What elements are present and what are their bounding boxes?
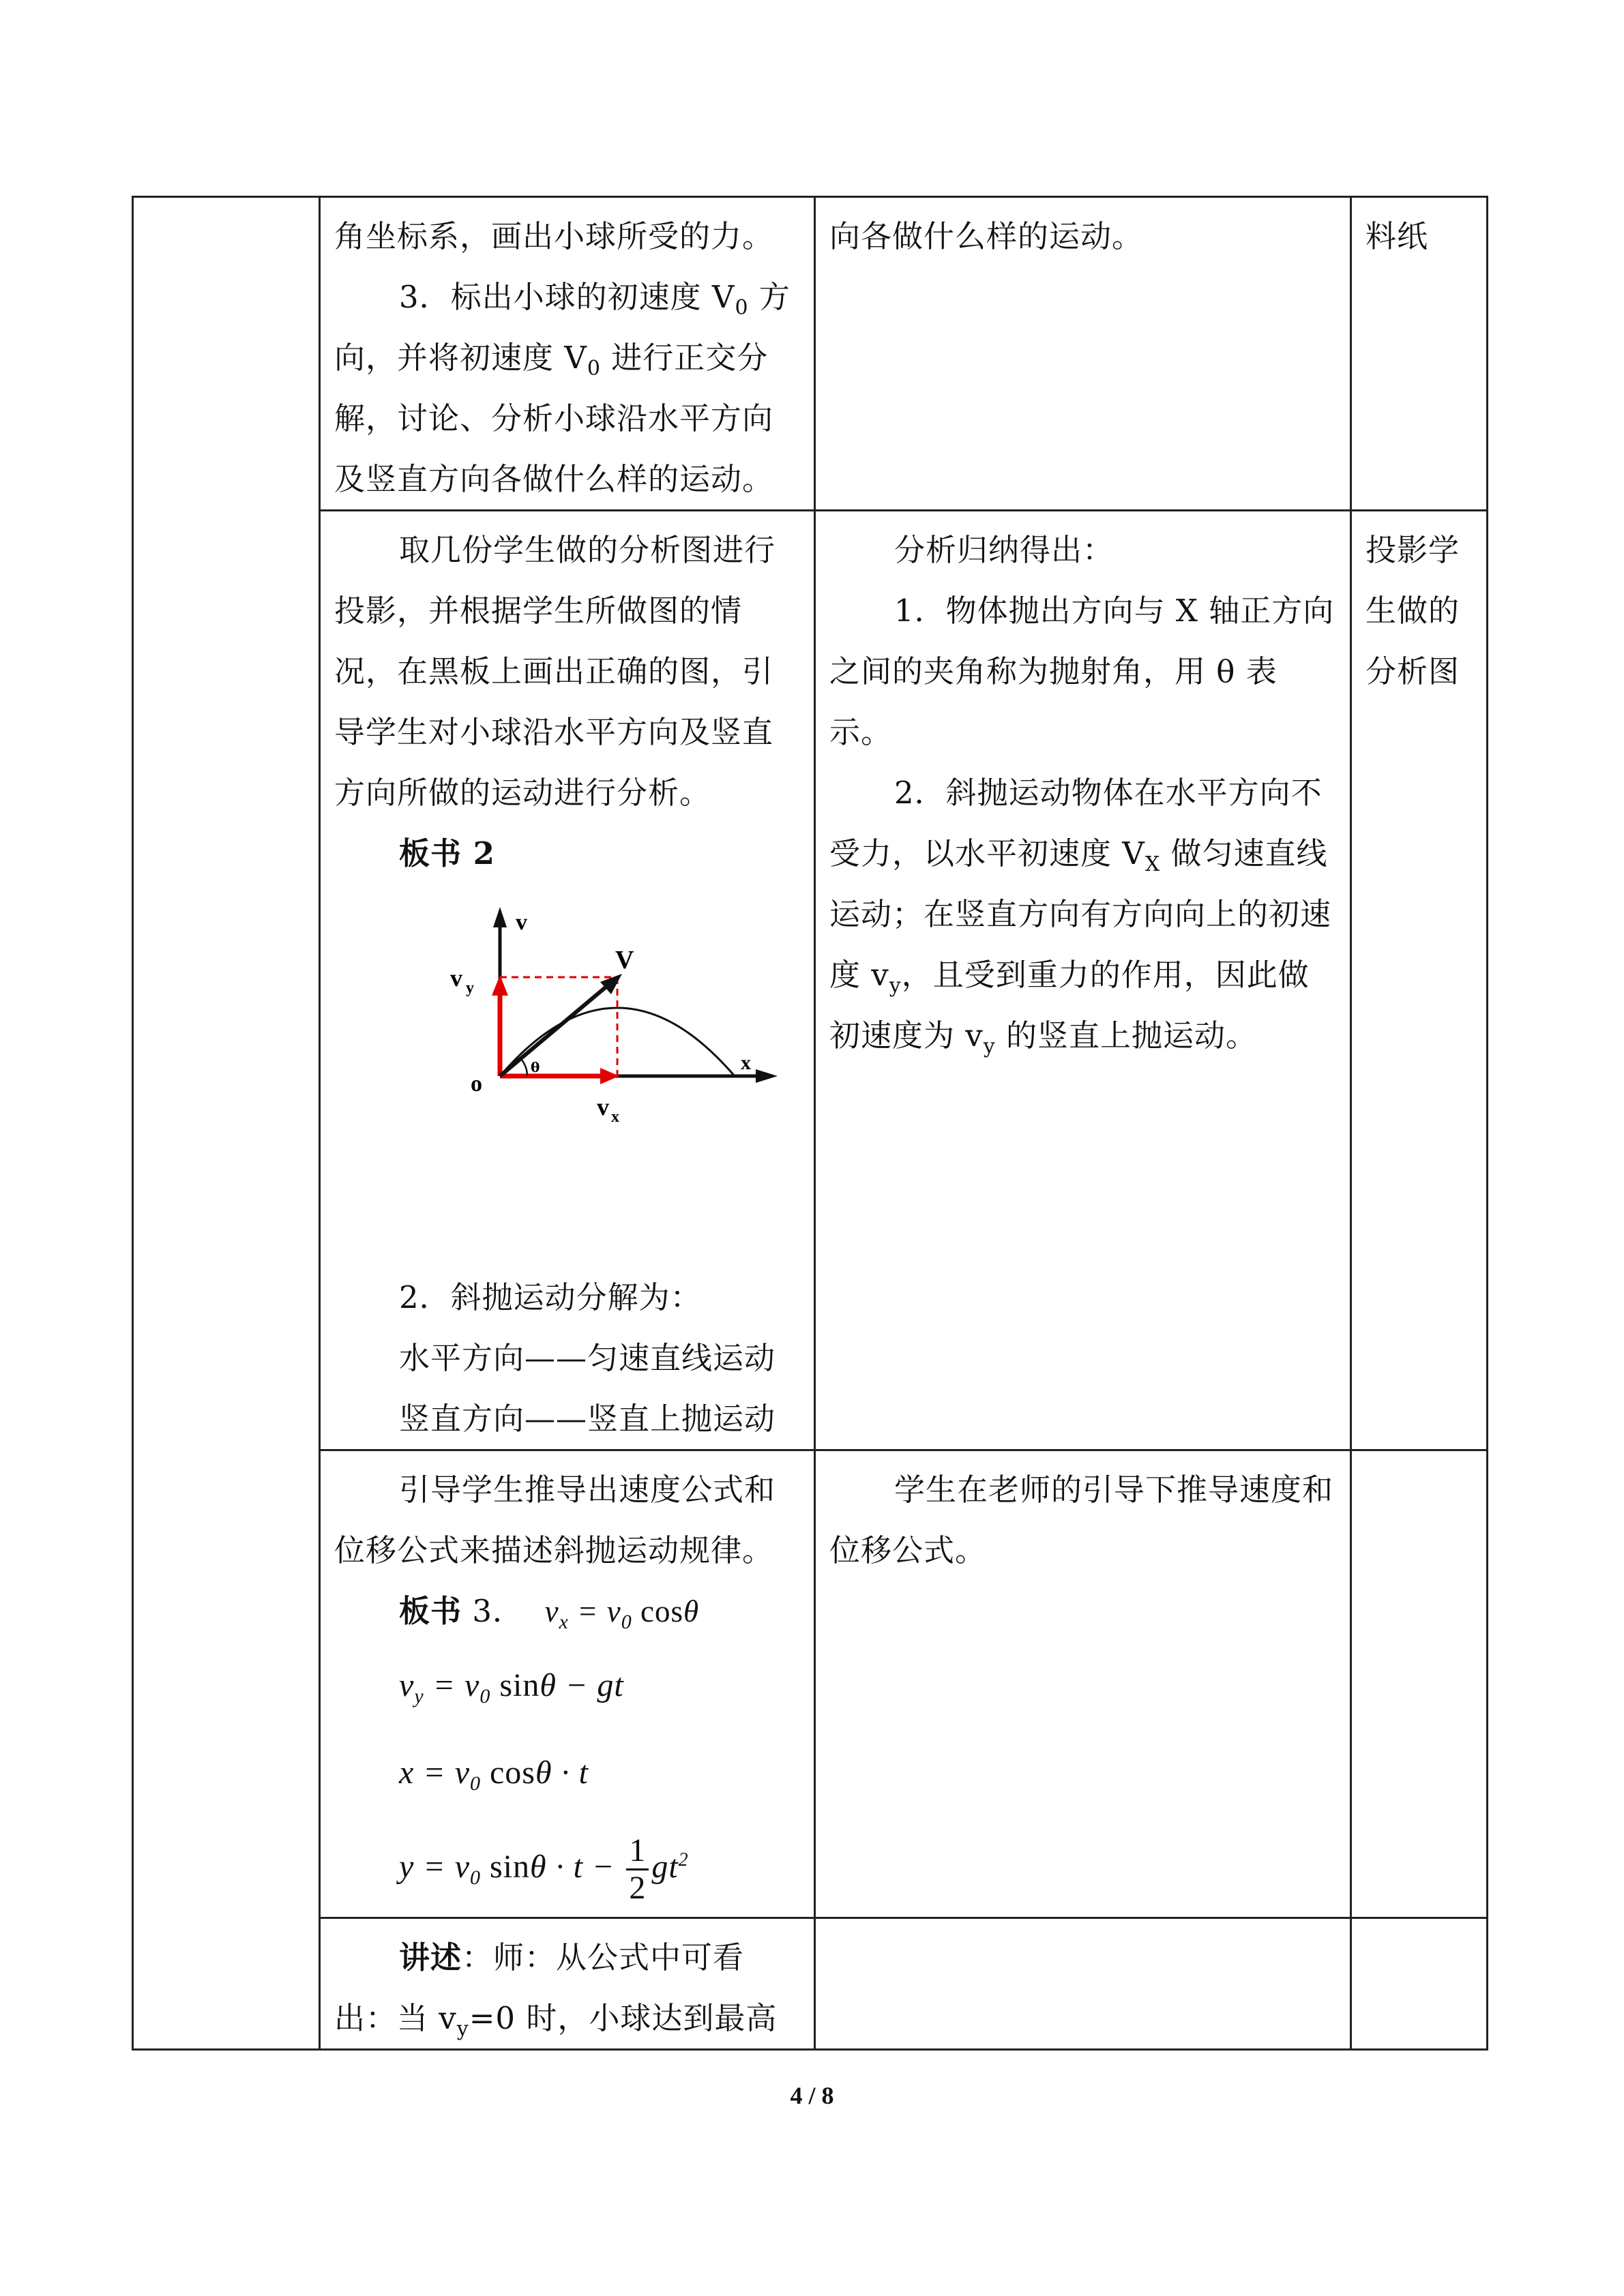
page-number: 4 / 8 <box>790 2082 834 2109</box>
student-heading: 分析归纳得出： <box>894 532 1114 568</box>
student-text: 学生在老师的引导下推导速度和位移公式。 <box>829 1472 1334 1568</box>
formula-vx: $v_x = v_0$ cosθ <box>544 1594 700 1633</box>
formula-vy: $v_y = v_0$ sinθ − gt <box>399 1667 624 1708</box>
left-empty-column <box>133 197 320 2050</box>
x-axis-label: x <box>741 1052 752 1074</box>
paragraph-derivation: 引导学生推导出速度公式和位移公式来描述斜抛运动规律。 <box>334 1472 776 1568</box>
student-point-1: 1．物体抛出方向与 X 轴正方向之间的夹角称为抛射角，用 θ 表示。 <box>829 593 1335 750</box>
y-axis-arrowhead <box>493 907 507 927</box>
board-title: 板书 2 <box>399 835 495 871</box>
media-cell <box>1351 1450 1488 1918</box>
teacher-activity-cell <box>320 1450 815 1918</box>
media-cell <box>1351 1918 1488 2050</box>
decomposition-horizontal: 水平方向——匀速直线运动 <box>399 1340 776 1376</box>
theta-arc <box>521 1059 527 1076</box>
table-row <box>133 511 1488 1450</box>
paragraph-intro: 取几份学生做的分析图进行投影，并根据学生所做图的情况，在黑板上画出正确的图，引导学生对小球沿水平方向及竖直方向所做的运动进行分析。 <box>334 532 776 811</box>
student-activity-cell <box>815 197 1351 511</box>
text-line: 角坐标系，画出小球所受的力。 <box>334 218 774 254</box>
theta-label: θ <box>531 1059 541 1075</box>
projectile-diagram <box>402 899 784 1151</box>
teacher-activity-cell <box>320 197 815 511</box>
media-label: 料纸 <box>1365 218 1429 254</box>
lesson-table <box>132 196 1488 2051</box>
lecture-text: 讲述：师：从公式中可看出：当 $v_y=0$ 时，小球达到最高 <box>334 1939 778 2041</box>
vx-label-sub: x <box>611 1108 620 1126</box>
vx-label: v <box>597 1093 610 1120</box>
vy-label-sub: y <box>466 979 475 997</box>
teacher-activity-cell <box>320 511 815 1450</box>
formula-x: $x = v_0$ cosθ · t <box>399 1755 589 1795</box>
student-activity-cell <box>815 1918 1351 2050</box>
paragraph-step3: 3．标出小球的初速度 $V_0$ 方向，并将初速度 $V_0$ 进行正交分解，讨论、分析小球沿水平方向及竖直方向各做什么样的运动。 <box>334 279 791 497</box>
table-row <box>133 1450 1488 1918</box>
media-label: 投影学生做的分析图 <box>1365 532 1460 689</box>
v-axis-label: v <box>516 910 528 935</box>
decomposition-title: 2．斜抛运动分解为： <box>399 1279 702 1315</box>
v-vector <box>500 986 607 1076</box>
formula-y: $y = v_0$ sinθ · t − $\frac{1}{2}$ $gt^2$ <box>399 1832 689 1907</box>
teacher-activity-cell <box>320 1918 815 2050</box>
x-axis-arrowhead <box>756 1069 778 1083</box>
board-3-line: 板书 3． $v_x = v_0$ cosθ <box>399 1593 700 1633</box>
V-label: V <box>615 946 635 974</box>
media-cell <box>1351 511 1488 1450</box>
student-activity-cell <box>815 511 1351 1450</box>
student-activity-cell <box>815 1450 1351 1918</box>
media-cell <box>1351 197 1488 511</box>
table-row <box>133 197 1488 511</box>
text-line: 向各做什么样的运动。 <box>829 218 1144 254</box>
decomposition-vertical: 竖直方向——竖直上抛运动 <box>399 1401 776 1437</box>
table-row <box>133 1918 1488 2050</box>
student-point-2: 2．斜抛运动物体在水平方向不受力，以水平初速度 $V_X$ 做匀速直线运动；在竖直方向有方向向上的初速度 $v_y$，且受到重力的作用，因此做初速度为 $v_y$ 的竖直上抛运动。 <box>829 775 1332 1058</box>
origin-label: o <box>471 1071 483 1097</box>
vy-label: v <box>450 964 463 992</box>
